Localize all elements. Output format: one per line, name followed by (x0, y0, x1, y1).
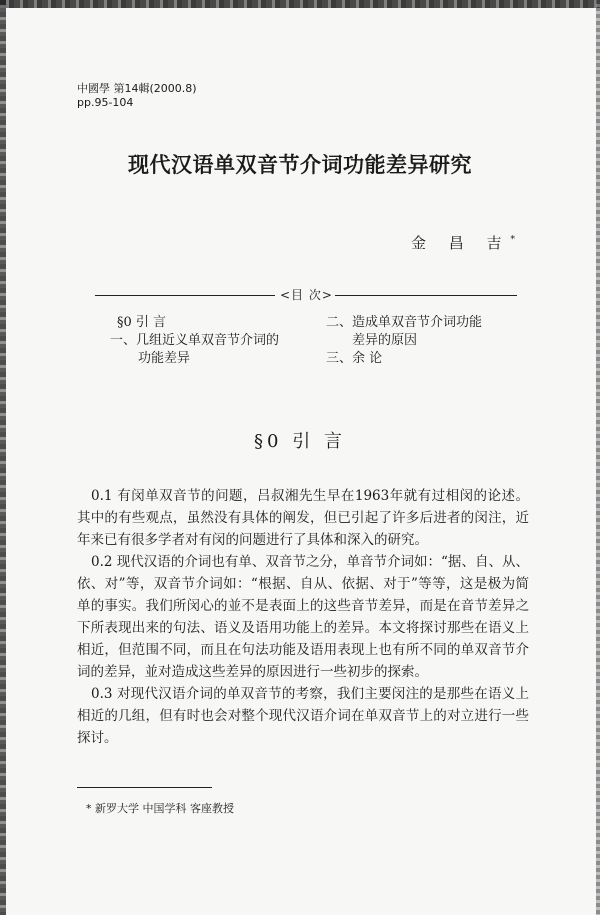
footnote: * 新罗大学 中国学科 客座教授 (86, 802, 234, 815)
author-footnote-mark: * (510, 235, 516, 245)
toc-rule-right (334, 295, 517, 296)
toc-item-1-cont: 功能差异 (138, 351, 191, 366)
author-name: 金 昌 吉 (411, 234, 511, 252)
toc-item-1: 一、几组近义单双音节介词的 (110, 333, 280, 348)
toc-heading: <目 次> (280, 288, 333, 302)
toc-rule-left (95, 295, 275, 296)
body-text (77, 485, 529, 749)
scan-edge-left (0, 0, 6, 915)
paragraph-0-2: 0.2 现代汉语的介词也有单、双音节之分，单音节介词如：“据、自、从、依、对”等，双音节介词如：“根据、自从、依据、对于”等等，这是极为简单的事实。我们所闵心的並不是表面上的这些音节差异，而是在音节差异之下所表现出来的句法、语义及语用功能上的差异。本文将探讨那些在语义上相近，但范围不同，而且在句法功能及语用表现上也有所不同的单双音节介词的差异，並对造成这些差异的原因进行一些初步的探索。 (77, 554, 529, 680)
toc-item-2: 二、造成单双音节介词功能 (326, 315, 483, 330)
journal-info (77, 82, 197, 110)
author-line (411, 232, 515, 253)
scan-edge-right (596, 0, 600, 915)
section-heading: §0 引 言 (254, 431, 346, 452)
paragraph-0-3: 0.3 对现代汉语介词的单双音节的考察，我们主要闵注的是那些在语义上相近的几组，但有时也会对整个现代汉语介词在单双音节上的对立进行一些探讨。 (77, 686, 529, 746)
footnote-rule (77, 787, 212, 788)
paper-title: 现代汉语单双音节介词功能差异研究 (128, 153, 472, 177)
toc-item-intro: §0 引 言 (117, 315, 167, 330)
journal-pages: pp.95-104 (77, 96, 134, 109)
scan-edge-top (0, 0, 600, 8)
journal-issue: 中國學 第14輯(2000.8) (77, 82, 197, 95)
paragraph-0-1: 0.1 有闵单双音节的问题，吕叔湘先生早在1963年就有过相闵的论述。其中的有些观点，虽然没有具体的阐发，但已引起了许多后进者的闵注，近年来已有很多学者对有闵的问题进行了具体和深入的研究。 (77, 488, 529, 548)
toc-item-3: 三、余 论 (326, 351, 383, 366)
toc-item-2-cont: 差异的原因 (352, 333, 418, 348)
